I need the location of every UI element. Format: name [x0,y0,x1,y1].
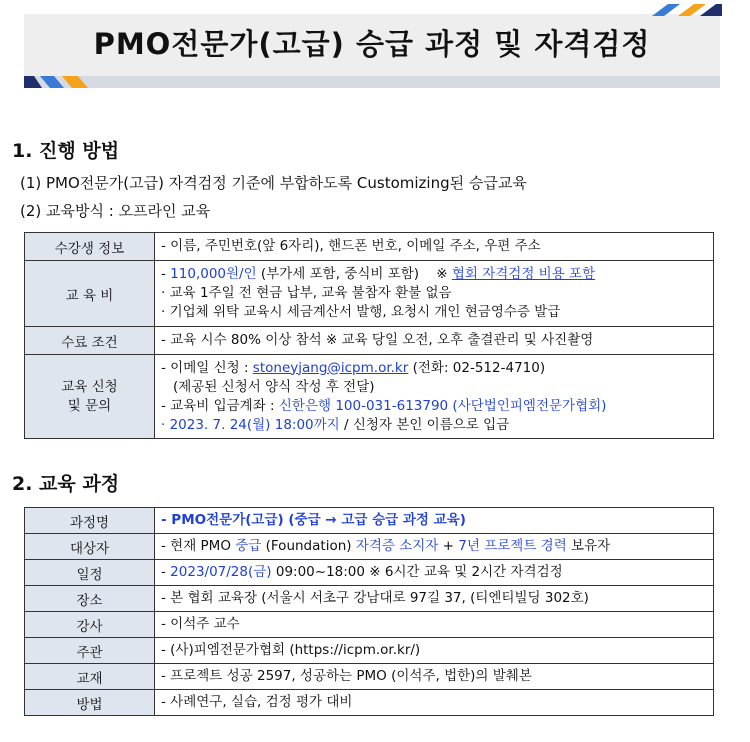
schedule-value [161,563,707,582]
table-row [25,690,714,716]
apply-note: (제공된 신청서 양식 작성 후 전달) [173,378,375,395]
deadline-value: · 2023. 7. 24(월) 18:00까지 [161,416,340,433]
fee-tax: (부가세 포함, 중식비 포함) [256,266,420,282]
table-row [25,664,714,690]
target-part-5: + [438,538,459,554]
fee-note-mark: ※ [436,266,452,282]
title-banner-bar [24,76,720,88]
schedule-part-3: 09:00~18:00 ※ 6시간 교육 및 2시간 자격검정 [271,564,563,580]
row-label-method: 방법 [25,690,155,716]
apply-email-line [161,359,707,378]
material-value: - 프로젝트 성공 2597, 성공하는 PMO (이석주, 법한)의 발췌본 [161,668,532,684]
table-row [25,612,714,638]
fee-price: 110,000원/인 [170,266,257,282]
target-part-6: 7년 프로젝트 경력 [458,538,567,554]
row-label-instructor: 강사 [25,612,155,638]
table-row [25,638,714,664]
student-info-value: - 이름, 주민번호(앞 6자리), 핸드폰 번호, 이메일 주소, 우편 주소 [161,238,541,254]
course-table [24,507,714,716]
apply-email-link[interactable]: stoneyjang@icpm.or.kr [252,359,409,376]
target-part-4: 자격증 소지자 [355,538,439,554]
method-value: - 사례연구, 실습, 검정 평가 대비 [161,694,353,710]
decorative-chevrons-top-right [650,2,722,18]
row-label-schedule: 일정 [25,560,155,586]
row-label-organizer: 주관 [25,638,155,664]
account-line [161,397,707,416]
table-row [25,534,714,560]
apply-prefix: - 이메일 신청 : [161,359,253,376]
page-title: PMO전문가(고급) 승급 과정 및 자격검정 [93,27,651,61]
table-row [25,355,714,439]
section-1-heading: 1. 진행 방법 [12,140,120,162]
deadline-line [161,416,707,435]
method-item-2: (2) 교육방식 : 오프라인 교육 [20,202,211,220]
table-row [25,560,714,586]
row-label-student-info: 수강생 정보 [25,233,155,261]
section-2-heading: 2. 교육 과정 [12,473,120,495]
deadline-rest: / 신청자 본인 이름으로 입금 [339,416,510,433]
row-label-apply [25,355,155,439]
fee-invoice-line: · 기업체 위탁 교육시 세금계산서 발행, 요청시 개인 현금영수증 발급 [161,304,561,320]
table-row [25,327,714,355]
row-label-target: 대상자 [25,534,155,560]
apply-label-line2: 및 문의 [67,397,112,414]
apply-phone: (전화: 02-512-4710) [408,359,546,376]
fee-note: 협회 자격검정 비용 포함 [451,266,596,282]
row-label-place: 장소 [25,586,155,612]
apply-label-line1: 교육 신청 [61,378,118,395]
course-value: - PMO전문가(고급) (중급 → 고급 승급 과정 교육) [161,512,466,528]
row-label-completion: 수료 조건 [25,327,155,355]
place-value: - 본 협회 교육장 (서울시 서초구 강남대로 97길 37, (티엔티빌딩 302호) [161,590,589,606]
target-part-7: 보유자 [566,538,611,554]
row-label-course: 과정명 [25,508,155,534]
table-row [25,508,714,534]
method-item-1: (1) PMO전문가(고급) 자격검정 기준에 부합하도록 Customizing된 승급교육 [20,174,527,192]
schedule-date: 2023/07/28(금) [170,564,272,580]
instructor-value: - 이석주 교수 [161,616,240,632]
target-part-1: - 현재 PMO [161,538,236,554]
table-row [25,261,714,327]
completion-value: - 교육 시수 80% 이상 참석 ※ 교육 당일 오전, 오후 출결관리 및 사진촬영 [161,332,594,348]
account-prefix: - 교육비 입금계좌 : [161,397,279,414]
target-value [161,537,707,556]
fee-line: - 110,000원/인 (부가세 포함, 중식비 포함) ※ 협회 자격검정 비용 포함 [161,266,596,282]
target-part-2: 중급 [235,538,262,554]
table-row [25,233,714,261]
fee-payment-line: · 교육 1주일 전 현금 납부, 교육 불참자 환불 없음 [161,285,452,301]
row-label-material: 교재 [25,664,155,690]
target-part-3: (Foundation) [261,538,356,554]
method-table [24,232,714,439]
decorative-chevrons-bottom-left [24,74,96,90]
schedule-part-1: - [161,564,171,580]
account-value: 신한은행 100-031-613790 (사단법인피엠전문가협회) [278,397,607,414]
row-label-fee: 교 육 비 [25,261,155,327]
table-row [25,586,714,612]
organizer-value: - (사)피엠전문가협회 (https://icpm.or.kr/) [161,642,421,658]
